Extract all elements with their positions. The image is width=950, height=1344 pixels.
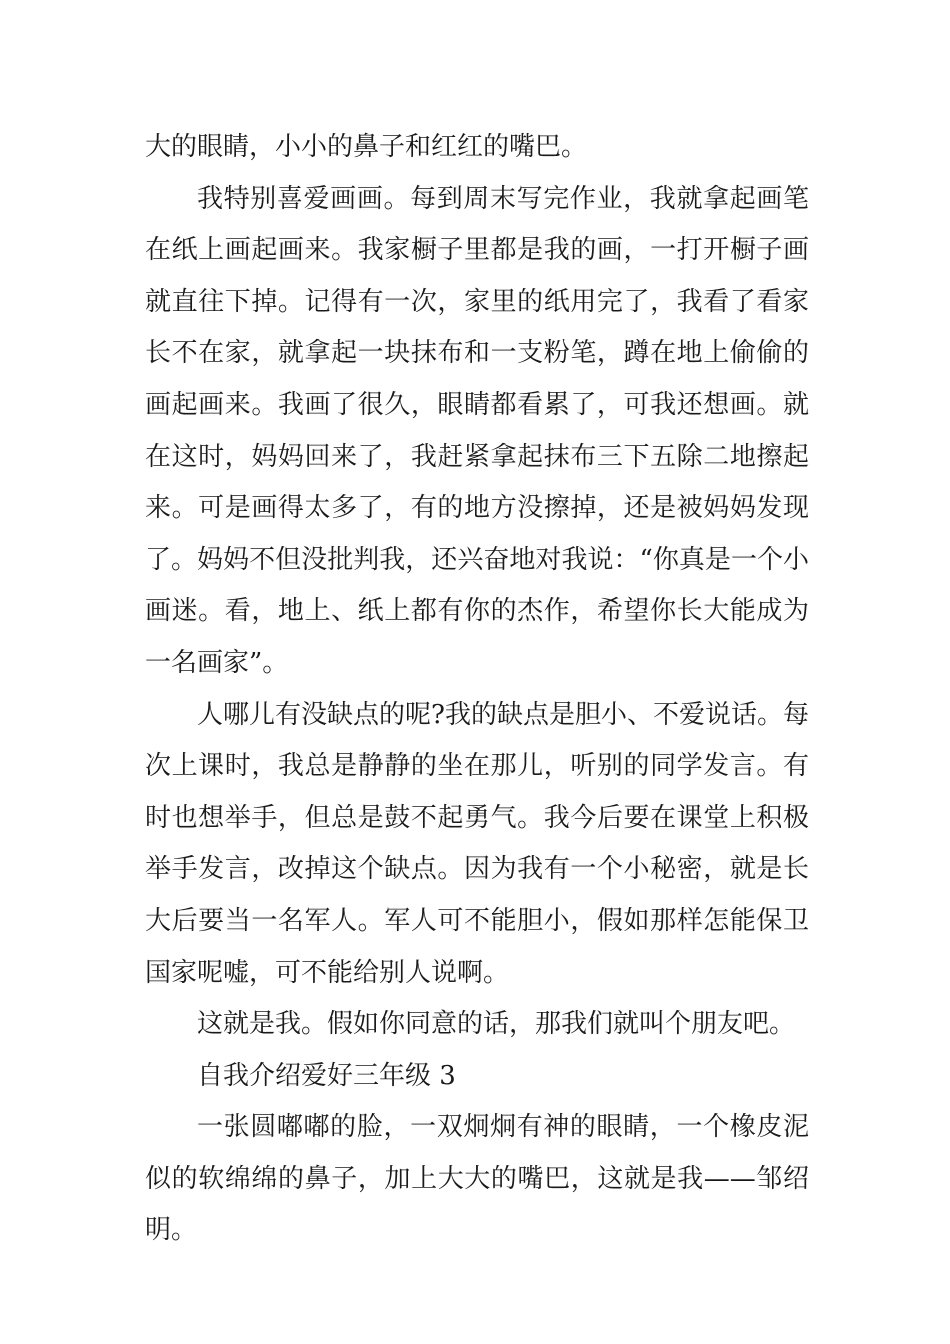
paragraph-self-description: 一张圆嘟嘟的脸，一双炯炯有神的眼睛，一个橡皮泥似的软绵绵的鼻子，加上大大的嘴巴，这就是我——邹绍明。 (145, 1112, 809, 1246)
paragraph-shortcoming: 人哪儿有没缺点的呢?我的缺点是胆小、不爱说话。每次上课时，我总是静静的坐在那儿，听别的同学发言。有时也想举手，但总是鼓不起勇气。我今后要在课堂上积极举手发言，改掉这个缺点。因为我有一个小秘密，就是长大后要当一名军人。军人可不能胆小，假如那样怎能保卫国家呢嘘，可不能给别人说啊。 (145, 699, 809, 988)
paragraph-continuation: 大的眼睛，小小的鼻子和红红的嘴巴。 (145, 132, 588, 162)
section-heading: 自我介绍爱好三年级 3 (197, 1060, 456, 1091)
paragraph-closing: 这就是我。假如你同意的话，那我们就叫个朋友吧。 (197, 1009, 796, 1040)
document-body (145, 122, 809, 1257)
paragraph-drawing-hobby: 我特别喜爱画画。每到周末写完作业，我就拿起画笔在纸上画起画来。我家橱子里都是我的画，一打开橱子画就直往下掉。记得有一次，家里的纸用完了，我看了看家长不在家，就拿起一块抹布和一支粉笔，蹲在地上偷偷的画起画来。我画了很久，眼睛都看累了，可我还想画。就在这时，妈妈回来了，我赶紧拿起抹布三下五除二地擦起来。可是画得太多了，有的地方没擦掉，还是被妈妈发现了。妈妈不但没批判我，还兴奋地对我说：“你真是一个小画迷。看，地上、纸上都有你的杰作，希望你长大能成为一名画家”。 (145, 183, 809, 678)
